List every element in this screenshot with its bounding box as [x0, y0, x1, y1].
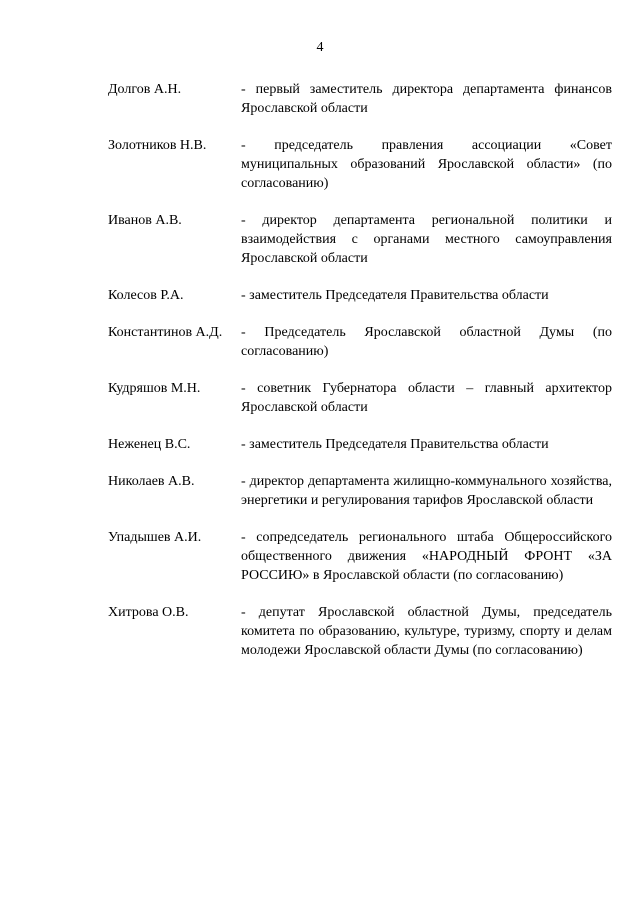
member-role: - директор департамента региональной политики и взаимодействия с органами местного самоуправления Ярославской области — [241, 213, 612, 266]
member-list — [108, 80, 612, 678]
member-name: Константинов А.Д. — [108, 325, 223, 340]
member-row — [108, 323, 612, 361]
member-name: Иванов А.В. — [108, 213, 182, 228]
member-role: - сопредседатель регионального штаба Общероссийского общественного движения «НАРОДНЫЙ ФРОНТ «ЗА РОССИЮ» в Ярославской области (по согласованию) — [241, 530, 612, 583]
member-row — [108, 435, 612, 454]
member-row — [108, 286, 612, 305]
member-row — [108, 603, 612, 660]
member-role: - Председатель Ярославской областной Думы (по согласованию) — [241, 325, 612, 359]
member-role: - заместитель Председателя Правительства области — [241, 437, 549, 452]
member-row — [108, 379, 612, 417]
member-role: - депутат Ярославской областной Думы, председатель комитета по образованию, культуре, туризму, спорту и делам молодежи Ярославской области Думы (по согласованию) — [241, 605, 612, 658]
member-role: - заместитель Председателя Правительства области — [241, 288, 549, 303]
member-role: - директор департамента жилищно-коммунального хозяйства, энергетики и регулирования тарифов Ярославской области — [241, 474, 612, 508]
member-name: Упадышев А.И. — [108, 530, 202, 545]
member-name: Кудряшов М.Н. — [108, 381, 201, 396]
member-row — [108, 136, 612, 193]
page-number: 4 — [316, 40, 324, 55]
member-name: Золотников Н.В. — [108, 138, 207, 153]
member-row — [108, 528, 612, 585]
member-role: - советник Губернатора области – главный архитектор Ярославской области — [241, 381, 612, 415]
member-row — [108, 472, 612, 510]
member-row — [108, 211, 612, 268]
member-role: - председатель правления ассоциации «Совет муниципальных образований Ярославской области» (по согласованию) — [241, 138, 612, 191]
member-name: Хитрова О.В. — [108, 605, 189, 620]
member-name: Долгов А.Н. — [108, 82, 182, 97]
member-role: - первый заместитель директора департамента финансов Ярославской области — [241, 82, 612, 116]
member-name: Колесов Р.А. — [108, 288, 184, 303]
member-name: Николаев А.В. — [108, 474, 195, 489]
member-name: Неженец В.С. — [108, 437, 191, 452]
member-row — [108, 80, 612, 118]
